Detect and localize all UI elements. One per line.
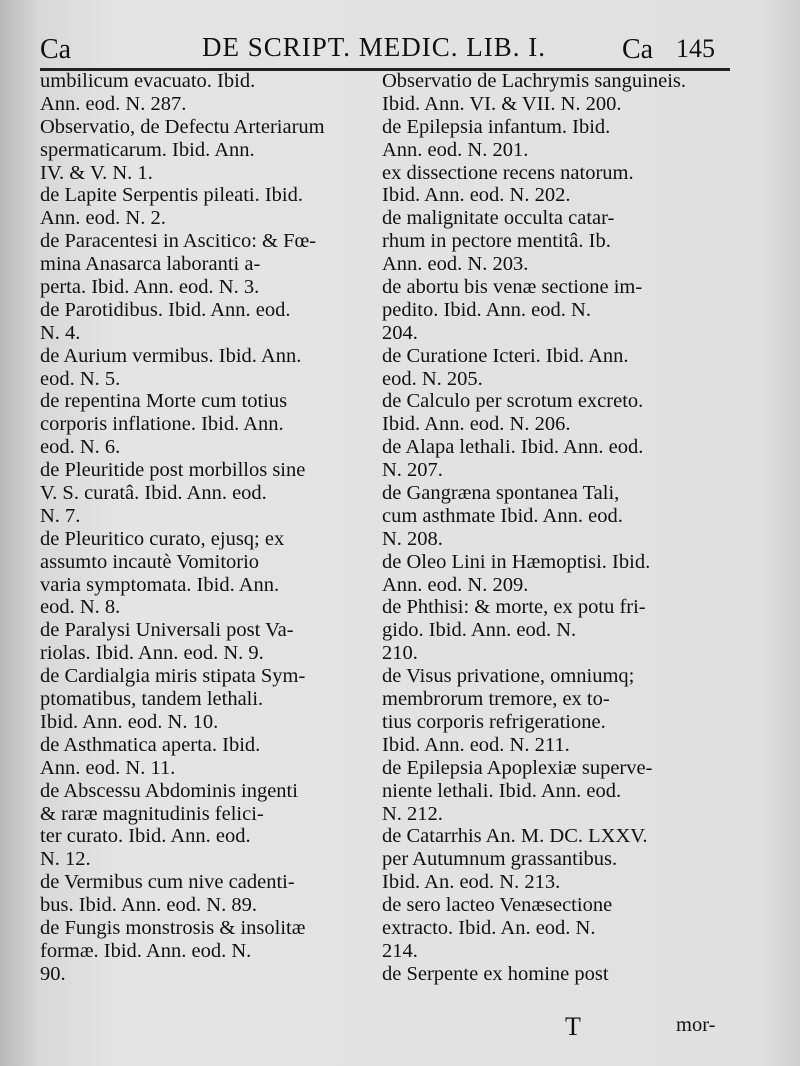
text-line: de Pleuritico curato, ejusq; ex — [40, 527, 285, 550]
text-line: Ibid. Ann. eod. N. 211. — [382, 733, 570, 756]
text-line: Ibid. Ann. eod. N. 202. — [382, 184, 571, 207]
text-line: rhum in pectore mentitâ. Ib. — [382, 230, 611, 253]
text-line: N. 12. — [40, 848, 91, 871]
text-line: de Pleuritide post morbillos sine — [40, 459, 306, 482]
text-line: de Gangræna spontanea Tali, — [382, 482, 620, 505]
text-line: membrorum tremore, ex to- — [382, 688, 610, 711]
text-line: de malignitate occulta catar- — [382, 207, 615, 230]
text-line: de Paralysi Universali post Va- — [40, 619, 294, 642]
right-guide-word: Ca — [622, 34, 654, 65]
text-line: de Aurium vermibus. Ibid. Ann. — [40, 344, 302, 367]
text-line: Ann. eod. N. 209. — [382, 573, 529, 596]
text-line: de abortu bis venæ sectione im- — [382, 276, 643, 299]
text-line: ex dissectione recens natorum. — [382, 161, 634, 184]
text-line: ter curato. Ibid. Ann. eod. — [40, 825, 251, 848]
text-line: Observatio de Lachrymis sanguineis. — [382, 70, 687, 92]
text-line: de Visus privatione, omniumq; — [382, 665, 635, 688]
text-line: 204. — [382, 321, 418, 344]
catchword: mor- — [676, 1014, 716, 1036]
text-line: assumto incautè Vomitorio — [40, 550, 260, 573]
text-line: de Oleo Lini in Hæmoptisi. Ibid. — [382, 550, 651, 573]
text-line: 214. — [382, 939, 418, 962]
text-line: de Calculo per scrotum excreto. — [382, 390, 644, 413]
text-line: umbilicum evacuato. Ibid. — [40, 70, 256, 92]
text-line: Ann. eod. N. 2. — [40, 207, 166, 230]
text-line: bus. Ibid. Ann. eod. N. 89. — [40, 894, 257, 917]
text-line: N. 4. — [40, 321, 81, 344]
text-line: riolas. Ibid. Ann. eod. N. 9. — [40, 642, 264, 665]
text-line: de Serpente ex homine post — [382, 962, 609, 985]
text-line: Ibid. Ann. VI. & VII. N. 200. — [382, 92, 622, 115]
text-line: Ann. eod. N. 203. — [382, 253, 529, 276]
text-line: de Epilepsia Apoplexiæ superve- — [382, 756, 653, 779]
text-line: Ann. eod. N. 11. — [40, 756, 176, 779]
text-line: Ann. eod. N. 201. — [382, 138, 529, 161]
text-line: V. S. curatâ. Ibid. Ann. eod. — [40, 482, 267, 505]
text-line: eod. N. 205. — [382, 367, 483, 390]
text-line: de Curatione Icteri. Ibid. Ann. — [382, 344, 629, 367]
text-line: Ibid. An. eod. N. 213. — [382, 871, 561, 894]
left-guide-word: Ca — [40, 34, 72, 65]
text-line: mina Anasarca laboranti a- — [40, 253, 261, 276]
text-line: IV. & V. N. 1. — [40, 161, 153, 184]
text-line: corporis inflatione. Ibid. Ann. — [40, 413, 284, 436]
left-column — [40, 70, 370, 986]
text-line: de Vermibus cum nive cadenti- — [40, 871, 295, 894]
text-line: cum asthmate Ibid. Ann. eod. — [382, 504, 623, 527]
text-line: tius corporis refrigeratione. — [382, 710, 606, 733]
text-line: de Alapa lethali. Ibid. Ann. eod. — [382, 436, 644, 459]
text-line: eod. N. 5. — [40, 367, 121, 390]
text-line: N. 208. — [382, 527, 443, 550]
text-line: extracto. Ibid. An. eod. N. — [382, 916, 596, 939]
text-line: de Asthmatica aperta. Ibid. — [40, 733, 261, 756]
text-line: ptomatibus, tandem lethali. — [40, 688, 264, 711]
text-line: de Cardialgia miris stipata Sym- — [40, 665, 306, 688]
text-line: de Fungis monstrosis & insolitæ — [40, 916, 306, 939]
text-line: de Abscessu Abdominis ingenti — [40, 779, 298, 802]
text-line: gido. Ibid. Ann. eod. N. — [382, 619, 577, 642]
page-title: DE SCRIPT. MEDIC. LIB. I. — [202, 32, 547, 62]
text-line: spermaticarum. Ibid. Ann. — [40, 138, 255, 161]
text-line: N. 212. — [382, 802, 443, 825]
text-line: N. 7. — [40, 504, 81, 527]
text-line: N. 207. — [382, 459, 443, 482]
text-line: pedito. Ibid. Ann. eod. N. — [382, 298, 591, 321]
text-line: de sero lacteo Venæsectione — [382, 894, 613, 917]
text-line: per Autumnum grassantibus. — [382, 848, 618, 871]
text-line: & raræ magnitudinis felici- — [40, 802, 264, 825]
text-line: formæ. Ibid. Ann. eod. N. — [40, 939, 252, 962]
text-line: de Paracentesi in Ascitico: & Fœ- — [40, 230, 317, 253]
text-line: eod. N. 6. — [40, 436, 121, 459]
text-line: de Catarrhis An. M. DC. LXXV. — [382, 825, 648, 848]
text-line: eod. N. 8. — [40, 596, 121, 619]
text-line: varia symptomata. Ibid. Ann. — [40, 573, 280, 596]
page-number: 145 — [676, 34, 715, 63]
text-line: de Parotidibus. Ibid. Ann. eod. — [40, 298, 291, 321]
text-line: de Lapite Serpentis pileati. Ibid. — [40, 184, 304, 207]
right-column — [382, 70, 727, 986]
signature-mark: T — [565, 1012, 581, 1041]
text-line: perta. Ibid. Ann. eod. N. 3. — [40, 276, 260, 299]
text-line: Observatio, de Defectu Arteriarum — [40, 115, 325, 138]
running-header — [30, 28, 720, 68]
text-line: Ann. eod. N. 287. — [40, 92, 187, 115]
text-line: Ibid. Ann. eod. N. 10. — [40, 710, 219, 733]
text-line: de repentina Morte cum totius — [40, 390, 288, 413]
text-line: 90. — [40, 962, 66, 985]
text-line: de Phthisi: & morte, ex potu fri- — [382, 596, 646, 619]
text-line: 210. — [382, 642, 418, 665]
text-line: Ibid. Ann. eod. N. 206. — [382, 413, 571, 436]
text-line: de Epilepsia infantum. Ibid. — [382, 115, 611, 138]
text-line: niente lethali. Ibid. Ann. eod. — [382, 779, 622, 802]
